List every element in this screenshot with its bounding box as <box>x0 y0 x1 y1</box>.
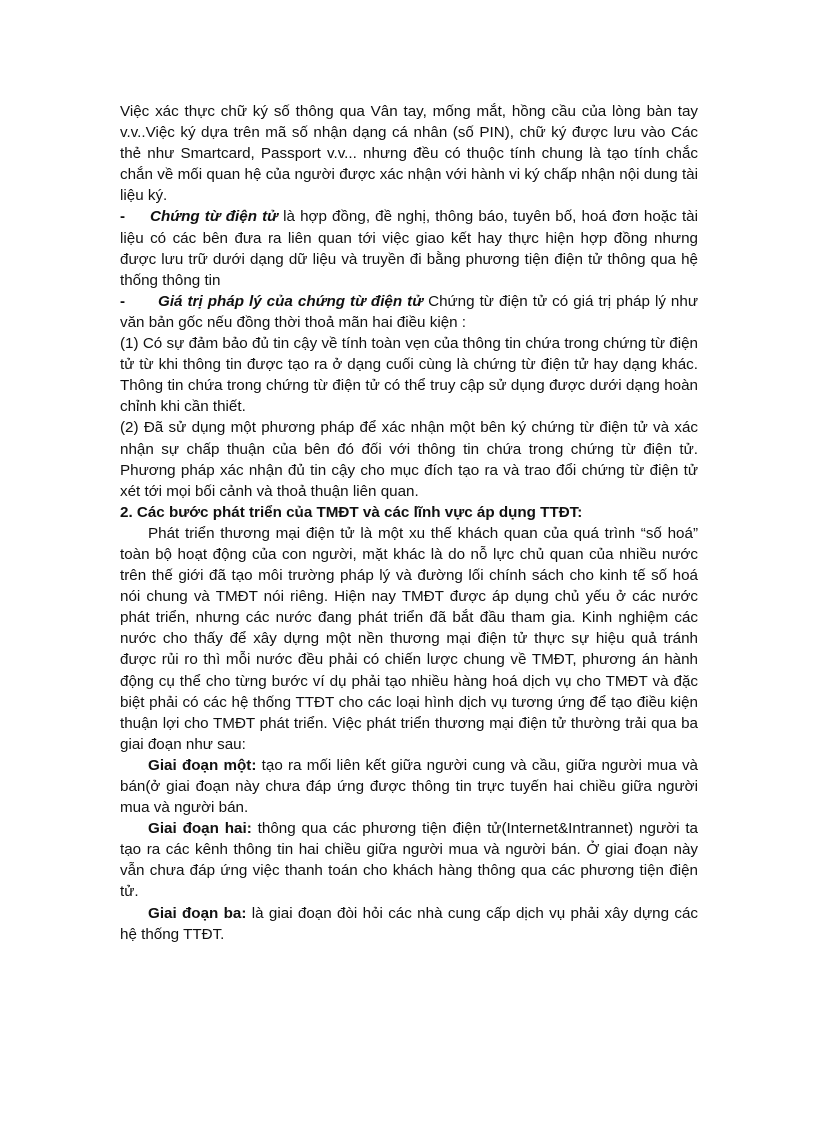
term-legal-value: Giá trị pháp lý của chứng từ điện tử <box>158 292 424 310</box>
stage-two <box>120 818 698 902</box>
section-heading: 2. Các bước phát triển của TMĐT và các lĩnh vực áp dụng TTĐT: <box>120 503 583 521</box>
bullet-dash: - <box>120 292 126 310</box>
bullet-dash: - <box>120 208 126 226</box>
stage-two-text: thông qua các phương tiện điện tử(Internet&Intrannet) người ta tạo ra các kênh thông tin hai chiều giữa người mua và người bán. Ở giai đoạn này vẫn chưa đáp ứng việc thanh toán cho khách hàng thông qua các phương tiện điện tử. <box>120 820 698 901</box>
stage-two-label: Giai đoạn hai: <box>148 820 252 838</box>
condition-1: (1) Có sự đảm bảo đủ tin cậy về tính toàn vẹn của thông tin chứa trong chứng từ điện tử từ khi thông tin được tạo ra ở dạng cuối cùng là chứng từ điện tử hay dạng khác. Thông tin chứa trong chứng từ điện tử có thể truy cập sử dụng được dưới dạng hoàn chỉnh khi cần thiết. <box>120 335 698 416</box>
bullet-electronic-document <box>120 206 698 290</box>
bullet-legal-value-text: Chứng từ điện tử có giá trị pháp lý như văn bản gốc nếu đồng thời thoả mãn hai điều kiện : <box>120 292 698 331</box>
term-electronic-document: Chứng từ điện tử <box>150 208 279 226</box>
stage-one-label: Giai đoạn một: <box>148 756 257 774</box>
stage-one-text: tạo ra mối liên kết giữa người cung và cầu, giữa người mua và bán(ở giai đoạn này chưa đáp ứng được thông tin trực tuyến hai chiều giữa người mua và người bán. <box>120 756 698 817</box>
section-paragraph: Phát triển thương mại điện tử là một xu thế khách quan của quá trình “số hoá” toàn bộ hoạt động của con người, mặt khác là do nỗ lực chủ quan của nhiều nước trên thế giới đã tạo môi trường pháp lý và đường lối chính sách cho kinh tế số hoá nói chung và TMĐT nói riêng. Hiện nay TMĐT được áp dụng chủ yếu ở các nước phát triển, nhưng các nước đang phát triển đã bắt đầu tham gia. Kinh nghiệm các nước cho thấy để xây dựng một nền thương mại điện tử thực sự hiệu quả tránh được rủi ro thì mỗi nước đều phải có chiến lược chung về TMĐT, phương án hành động cụ thể cho từng bước ví dụ phải tạo nhiều hàng hoá dịch vụ cho TMĐT và đặc biệt phải có các hệ thống TTĐT cho các loại hình dịch vụ tương ứng để tạo điều kiện thuận lợi cho TMĐT phát triển. Việc phát triển thương mại điện tử thường trải qua ba giai đoạn như sau: <box>120 524 698 753</box>
stage-three <box>120 903 698 945</box>
document-page <box>120 101 698 945</box>
bullet-electronic-document-text: là hợp đồng, đề nghị, thông báo, tuyên bố, hoá đơn hoặc tài liệu có các bên đưa ra liên quan tới việc giao kết hay thực hiện hợp đồng nhưng được lưu trữ dưới dạng dữ liệu và truyền đi bằng phương tiện điện tử thông qua hệ thống thông tin <box>120 208 699 289</box>
stage-three-label: Giai đoạn ba: <box>148 904 247 922</box>
stage-three-text: là giai đoạn đòi hỏi các nhà cung cấp dịch vụ phải xây dựng các hệ thống TTĐT. <box>120 904 698 943</box>
bullet-legal-value <box>120 291 698 333</box>
condition-2: (2) Đã sử dụng một phương pháp để xác nhận một bên ký chứng từ điện tử và xác nhận sự chấp thuận của bên đó đối với thông tin chứa trong chứng từ điện tử. Phương pháp xác nhận đủ tin cậy cho mục đích tạo ra và trao đổi chứng từ điện tử xét tới mọi bối cảnh và thoả thuận liên quan. <box>120 419 698 500</box>
stage-one <box>120 755 698 818</box>
intro-paragraph: Việc xác thực chữ ký số thông qua Vân tay, mống mắt, hồng cầu của lòng bàn tay v.v..Việc ký dựa trên mã số nhận dạng cá nhân (số PIN), chữ ký được lưu vào Các thẻ như Smartcard, Passport v.v... nhưng đều có thuộc tính chung là tạo tính chắc chắn về mối quan hệ của người được xác nhận với hành vi ký chấp nhận nội dung tài liệu ký. <box>120 103 698 205</box>
